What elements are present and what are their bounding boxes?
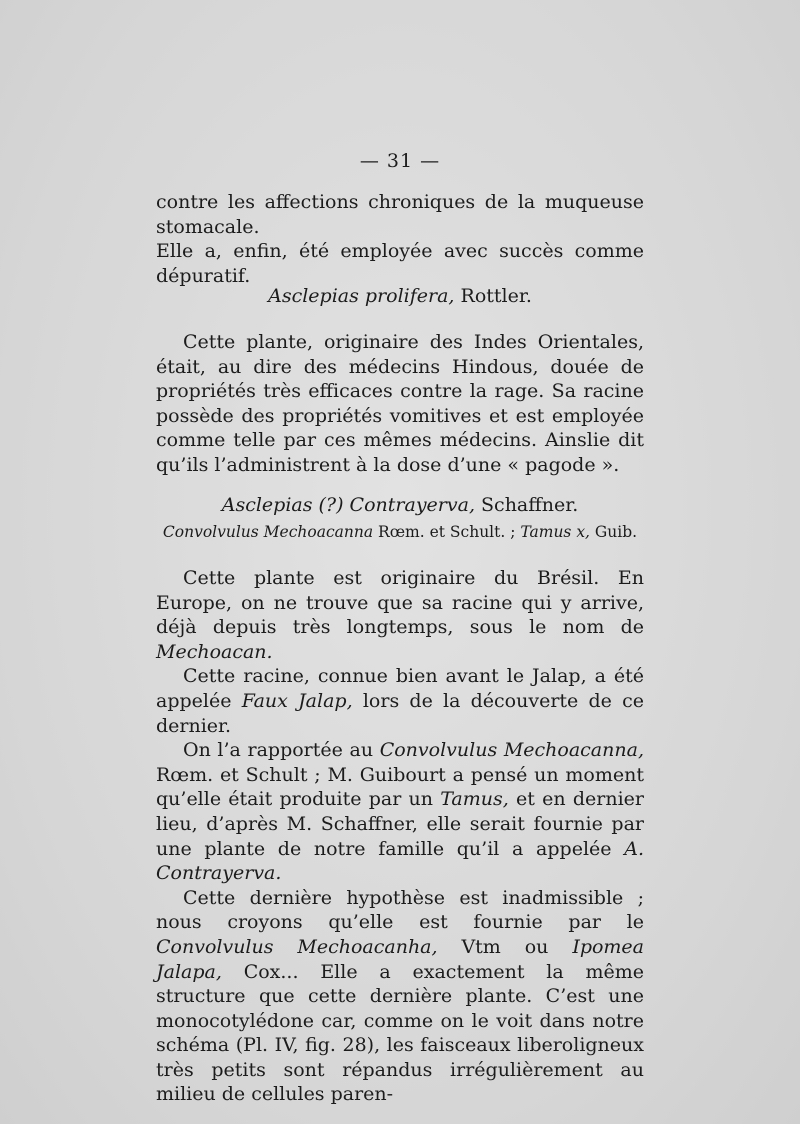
synonym-name: Tamus x, [520,523,590,541]
italic-term: Convolvulus Mechoacanna, [379,739,644,762]
species-author: Rottler. [460,285,532,307]
italic-term: Convolvulus Mechoacanha, [156,935,438,958]
species-heading-contrayerva [0,494,800,516]
contrayerva-body [156,566,644,1107]
prolifera-paragraph [156,330,644,478]
italic-term: Tamus, [440,788,509,811]
species-name: Asclepias prolifera, [268,285,455,307]
paragraph [156,738,644,886]
paragraph-text: Cette dernière hypothèse est inadmissible ; nous croyons qu’elle est fournie par le [156,886,644,934]
paragraph-text: Rœm. et Schult ; M. Guibourt a pensé un moment qu’elle était produite par un [156,763,644,811]
top-paragraph [156,190,644,288]
page-number: — 31 — [359,150,441,172]
paragraph [156,886,644,1107]
paragraph-text: et en dernier lieu, d’après M. Schaffner, elle serait fournie par une plante de notre famille qu’il a appelée [156,788,644,860]
italic-term: Faux Jalap, [241,689,353,712]
paragraph [156,664,644,738]
species-heading-prolifera [0,285,800,307]
paragraph-text: Cette racine, connue bien avant le Jalap, a été appelée [156,665,644,712]
paragraph-text: On l’a rapportée au [183,739,374,762]
species-name: Asclepias (?) Contrayerva, [221,494,475,516]
synonym-name: Convolvulus Mechoacanna [162,523,374,541]
paragraph-text: Cette plante est originaire du Brésil. En Europe, on ne trouve que sa racine qui y arrive, déjà depuis très longtemps, sous le nom de [156,567,644,639]
paragraph-text: lors de la découverte de ce dernier. [156,689,644,737]
paragraph: Cette plante, originaire des Indes Orientales, était, au dire des médecins Hindous, douée de propriétés très efficaces contre la rage. Sa racine possède des propriétés vomitives et est employée comme telle par ces mêmes médecins. Ainslie dit qu’ils l’administrent à la dose d’une « pagode ». [156,331,644,476]
text-line: Elle a, enfin, été employée avec succès comme dépuratif. [156,240,644,287]
synonyms-line [0,523,800,541]
species-author: Schaffner. [481,494,579,516]
paragraph-text: Cox... Elle a exactement la même structure que cette dernière plante. C’est une monocotylédone car, comme on le voit dans notre schéma (Pl. IV, fig. 28), les faisceaux liberoligneux très petits sont répandus irrégulièrement au milieu de cellules paren- [156,960,644,1106]
italic-term: Ipomea Jalapa, [156,935,645,983]
synonym-author: Rœm. et Schult. ; [378,523,516,541]
italic-term: A. Contrayerva. [156,837,644,885]
italic-term: Mechoacan. [156,640,273,663]
synonym-author: Guib. [594,523,638,541]
paragraph [156,566,644,664]
paragraph-text: Vtm ou [461,935,549,958]
text-line: contre les affections chroniques de la muqueuse stomacale. [156,191,644,238]
